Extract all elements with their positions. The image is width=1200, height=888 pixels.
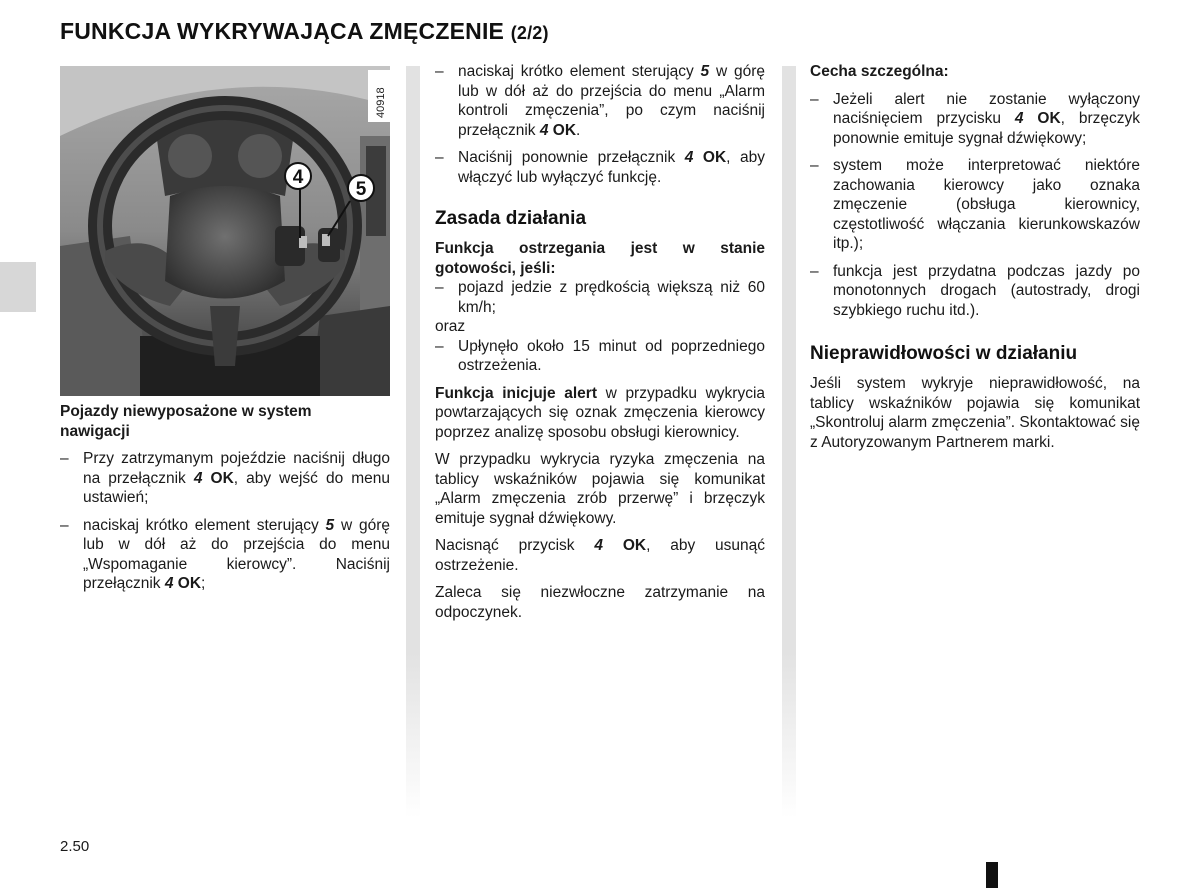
figure-code: 40918 [375,87,387,118]
column-3-heading: Cecha szczególna: [810,63,949,80]
list-item: – naciskaj krótko element sterujący 5 w górę lub w dół aż do przejścia do menu „Wspomaganie kierowcy”. Naciśnij przełącznik 4 OK; [60,516,390,592]
list-item: – pojazd jedzie z prędkością większą niż 60 km/h; [435,279,765,316]
list-item: – funkcja jest przydatna podczas jazdy po monotonnych drogach (autostrady, drogi szybkiego ruchu itd.). [810,262,1140,319]
condition-heading: Funkcja ostrzegania jest w stanie gotowości, jeśli: [435,240,765,277]
paragraph: Nacisnąć przycisk 4 OK, aby usunąć ostrzeżenie. [435,537,765,574]
list-item: – Przy zatrzymanym pojeździe naciśnij długo na przełącznik 4 OK, aby wejść do menu ustawień; [60,450,391,506]
list-item: – system może interpretować niektóre zachowania kierowcy jako oznaka zmęczenie (obsługa kierownicy, częstotliwość włączania kierunkowskazów itp.); [810,157,1140,252]
title-part: (2/2) [510,23,549,43]
section-title-principle: Zasada działania [435,208,587,229]
list-item: – Upłynęło około 15 minut od poprzedniego ostrzeżenia. [435,337,765,374]
heading-line-2: nawigacji [60,422,130,440]
conjunction-text: oraz [435,318,466,335]
list-item: – naciskaj krótko element sterujący 5 w górę lub w dół aż do przejścia do menu „Alarm kontroli zmęczenia”, po czym naciśnij przełącznik 4 OK. [435,63,765,139]
section-title-malfunctions: Nieprawidłowości w działaniu [810,343,1078,364]
list-item: – Naciśnij ponownie przełącznik 4 OK, aby włączyć lub wyłączyć funkcję. [435,149,766,186]
paragraph: Funkcja inicjuje alert w przypadku wykrycia powtarzających się oznak zmęczenia kierowcy poprzez analizę sposobu obsługi kierownicy. [435,384,766,441]
chapter-tab-marker [0,262,36,312]
callout-5-label: 5 [355,179,367,200]
page-number: 2.50 [60,838,90,855]
column-divider-2 [782,66,796,818]
column-divider-1 [406,66,420,818]
paragraph: Jeśli system wykryje nieprawidłowość, na tablicy wskaźników pojawia się komunikat „Skontroluj alarm zmęczenia”. Skontaktować się z Autoryzowanym Partnerem marki. [810,375,1140,451]
list-item: – Jeżeli alert nie zostanie wyłączony naciśnięciem przycisku 4 OK, brzęczyk ponownie emituje sygnał dźwiękowy; [810,90,1140,147]
title-text: FUNKCJA WYKRYWAJĄCA ZMĘCZENIE [60,18,505,44]
paragraph: Zaleca się niezwłoczne zatrzymanie na odpoczynek. [435,584,765,621]
steering-wheel-illustration [60,66,390,396]
column-3 [810,62,1140,460]
page-title [60,18,549,45]
heading-line-1: Pojazdy niewyposażone w system [60,403,312,420]
column-1 [60,402,390,602]
corner-mark [986,862,998,888]
paragraph: W przypadku wykrycia ryzyka zmęczenia na tablicy wskaźników pojawia się komunikat „Alarm zmęczenia zrób przerwę” i brzęczyk emituje sygnał dźwiękowy. [435,451,765,527]
column-1-heading [60,402,390,441]
column-2 [435,62,765,630]
steering-wheel-photo [60,66,390,396]
callout-4-label: 4 [292,167,304,188]
